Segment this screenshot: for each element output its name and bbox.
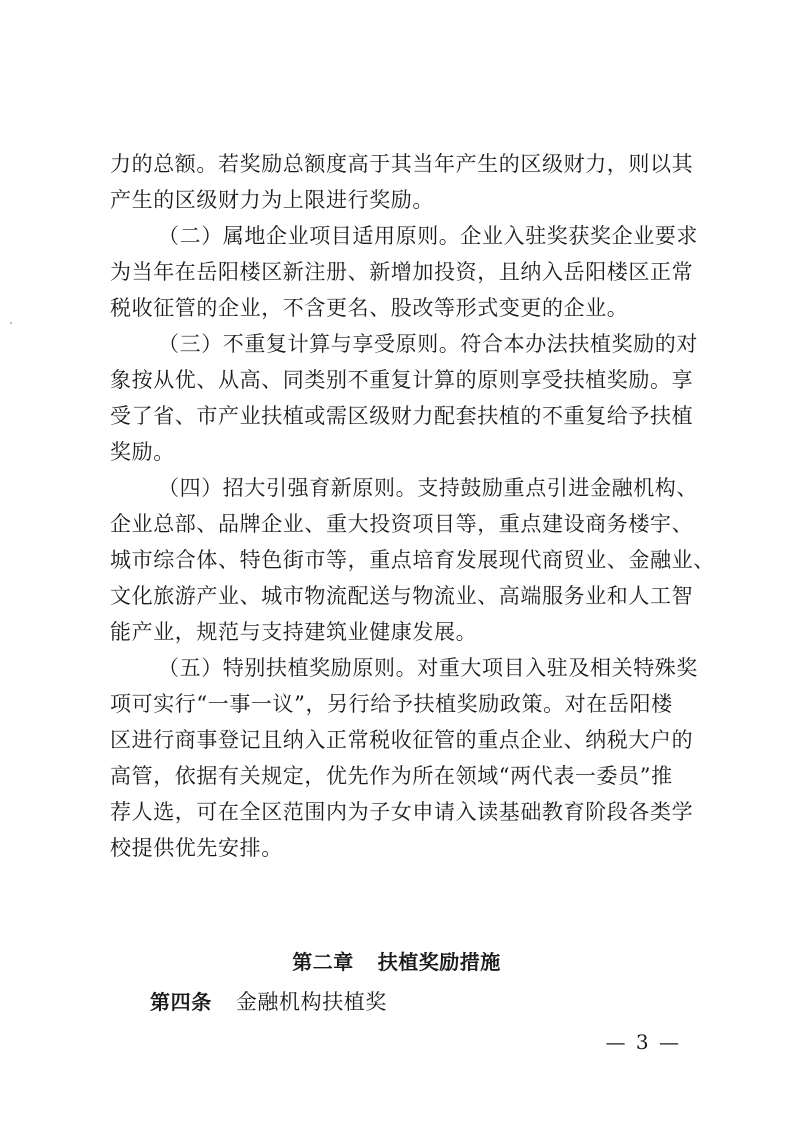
text-line: 能产业，规范与支持建筑业健康发展。: [110, 620, 478, 644]
text-line: 高管，依据有关规定，优先作为所在领域“两代表一委员”推: [110, 764, 673, 788]
text-line: （三）不重复计算与享受原则。符合本办法扶植奖励的对: [158, 332, 698, 356]
text-line: 文化旅游产业、城市物流配送与物流业、高端服务业和人工智: [110, 584, 694, 608]
text-line: 象按从优、从高、同类别不重复计算的原则享受扶植奖励。享: [110, 368, 694, 392]
chapter-number: 第二章: [292, 950, 354, 974]
text-line: 奖励。: [110, 440, 175, 464]
article-title: 金融机构扶植奖: [235, 990, 388, 1014]
paragraph-4: [110, 470, 715, 650]
body-text: [110, 146, 715, 866]
chapter-heading: [0, 946, 793, 975]
page-number: — 3 —: [605, 1030, 681, 1054]
text-line: 企业总部、品牌企业、重大投资项目等，重点建设商务楼宇、: [110, 512, 694, 536]
text-line: 税收征管的企业，不含更名、股改等形式变更的企业。: [110, 296, 629, 320]
text-line: 力的总额。若奖励总额度高于其当年产生的区级财力，则以其: [110, 152, 694, 176]
paragraph-5: [110, 650, 698, 866]
chapter-title: 扶植奖励措施: [377, 950, 501, 974]
paragraph-1: [110, 146, 694, 218]
scan-margin-mark: [10, 322, 12, 324]
text-line: 产生的区级财力为上限进行奖励。: [110, 188, 434, 212]
article-heading: [150, 986, 387, 1016]
text-line: （五）特别扶植奖励原则。对重大项目入驻及相关特殊奖: [158, 656, 698, 680]
text-line: （四）招大引强育新原则。支持鼓励重点引进金融机构、: [158, 476, 698, 500]
text-line: （二）属地企业项目适用原则。企业入驻奖获奖企业要求: [158, 224, 698, 248]
paragraph-3: [110, 326, 698, 470]
text-line: 受了省、市产业扶植或需区级财力配套扶植的不重复给予扶植: [110, 404, 694, 428]
text-line: 校提供优先安排。: [110, 836, 283, 860]
text-line: 城市综合体、特色街市等，重点培育发展现代商贸业、金融业、: [110, 548, 715, 572]
paragraph-2: [110, 218, 698, 326]
text-line: 为当年在岳阳楼区新注册、新增加投资，且纳入岳阳楼区正常: [110, 260, 694, 284]
article-label: 第四条: [150, 990, 212, 1014]
text-line: 区进行商事登记且纳入正常税收征管的重点企业、纳税大户的: [110, 728, 694, 752]
text-line: 荐人选，可在全区范围内为子女申请入读基础教育阶段各类学: [110, 800, 694, 824]
text-line: 项可实行“一事一议”，另行给予扶植奖励政策。对在岳阳楼: [110, 692, 673, 716]
